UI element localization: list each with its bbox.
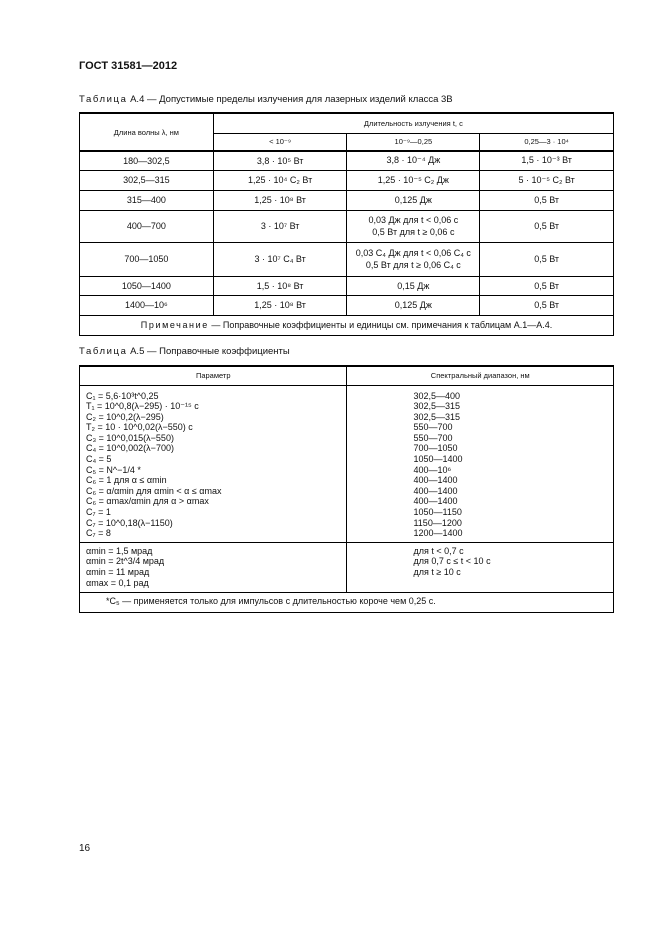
header-subcol: < 10⁻⁹ — [213, 133, 347, 151]
list-item: αmax = 0,1 рад — [86, 577, 149, 588]
cell-line: 0,03 C₄ Дж для t < 0,06 C₄ с — [355, 248, 471, 258]
alpha-range-list — [347, 542, 614, 592]
cell: 0,125 Дж — [347, 295, 480, 315]
cell-line: 0,03 Дж для t < 0,06 с — [368, 215, 459, 225]
list-item: C₇ = 1 — [86, 507, 111, 518]
list-item: C₆ = 1 для α ≤ αmin — [86, 475, 167, 486]
table-row — [80, 295, 614, 315]
list-item: T₁ = 10^0,8(λ−295) · 10⁻¹⁵ с — [86, 401, 199, 412]
cell: 0,5 Вт — [480, 210, 614, 242]
list-item: C₆ = α/αmin для αmin < α ≤ αmax — [86, 485, 222, 496]
table-row — [80, 276, 614, 295]
range-list — [347, 385, 614, 542]
document-code: ГОСТ 31581—2012 — [79, 60, 178, 72]
list-item: C₅ = N^−1/4 * — [86, 464, 141, 475]
list-item: 400—1400 — [413, 496, 458, 507]
list-item: C₂ = 10^0,2(λ−295) — [86, 411, 164, 422]
cell: 1400—10⁶ — [80, 295, 214, 315]
list-item: 1150—1200 — [413, 517, 462, 528]
list-item: C₄ = 5 — [86, 454, 112, 465]
table-row — [80, 210, 614, 242]
caption-label: Таблица — [79, 346, 128, 357]
list-item: 400—10⁶ — [413, 464, 452, 475]
list-item: для 0,7 с ≤ t < 10 с — [413, 556, 491, 567]
cell: 3 · 10⁷ Вт — [213, 210, 347, 242]
cell: 1,25 · 10⁸ Вт — [213, 295, 347, 315]
table-note-row — [80, 315, 614, 335]
parameter-list — [80, 385, 347, 542]
cell: 0,5 Вт — [480, 190, 614, 210]
cell: 0,15 Дж — [347, 276, 480, 295]
header-wavelength: Длина волны λ, нм — [80, 113, 214, 151]
cell-line: 0,5 Вт для t ≥ 0,06 C₄ с — [365, 260, 461, 270]
table-a4-caption — [79, 94, 453, 105]
cell: 1,25 · 10⁸ Вт — [213, 190, 347, 210]
table-a5 — [79, 365, 614, 613]
cell: 700—1050 — [80, 242, 214, 276]
table-note — [80, 315, 614, 335]
cell-line: 0,5 Вт для t ≥ 0,06 с — [372, 227, 455, 237]
cell: 3 · 10⁷ C₄ Вт — [213, 242, 347, 276]
list-item: αmin = 1,5 мрад — [86, 545, 153, 556]
cell: 5 · 10⁻⁵ C₂ Вт — [480, 170, 614, 190]
cell: 0,5 Вт — [480, 295, 614, 315]
list-item: C₄ = 10^0,002(λ−700) — [86, 443, 174, 454]
table-row — [80, 242, 614, 276]
cell: 0,5 Вт — [480, 276, 614, 295]
alpha-parameter-list — [80, 542, 347, 592]
cell: 1050—1400 — [80, 276, 214, 295]
list-item: αmin = 11 мрад — [86, 567, 150, 577]
cell: 1,5 · 10⁸ Вт — [213, 276, 347, 295]
table-a5-caption — [79, 346, 290, 357]
cell: 315—400 — [80, 190, 214, 210]
page-number: 16 — [79, 843, 91, 854]
list-item: 302,5—400 — [413, 390, 461, 401]
list-item: 1050—1150 — [413, 507, 462, 518]
table-row — [80, 151, 614, 170]
list-item: для t < 0,7 с — [413, 545, 464, 556]
list-item: C₃ = 10^0,015(λ−550) — [86, 432, 174, 443]
list-item: 400—1400 — [413, 475, 458, 486]
caption-text: А.5 — Поправочные коэффициенты — [130, 346, 290, 357]
list-item: 550—700 — [413, 432, 453, 443]
list-item — [413, 578, 607, 589]
cell: 180—302,5 — [80, 151, 214, 170]
header-duration: Длительность излучения t, с — [213, 113, 613, 133]
caption-label: Таблица — [79, 94, 128, 105]
header-subcol: 0,25—3 · 10⁴ — [480, 133, 614, 151]
cell — [347, 210, 480, 242]
list-item: для t ≥ 10 с — [413, 567, 461, 577]
cell: 1,25 · 10⁻⁵ C₂ Дж — [347, 170, 480, 190]
list-item: 1200—1400 — [413, 528, 463, 539]
list-item: C₇ = 8 — [86, 528, 111, 539]
table-footnote: *C₅ — применяется только для импульсов с длительностью короче чем 0,25 с. — [80, 593, 614, 613]
header-subcol: 10⁻⁹—0,25 — [347, 133, 480, 151]
list-item: C₆ = αmax/αmin для α > αmax — [86, 496, 209, 507]
cell: 0,5 Вт — [480, 242, 614, 276]
cell: 302,5—315 — [80, 170, 214, 190]
list-item: C₁ = 5,6·10³t^0,25 — [86, 390, 159, 401]
list-item: 302,5—315 — [413, 411, 461, 422]
cell — [347, 242, 480, 276]
cell: 400—700 — [80, 210, 214, 242]
table-a4 — [79, 112, 614, 336]
cell: 1,25 · 10⁴ C₂ Вт — [213, 170, 347, 190]
list-item: 550—700 — [413, 422, 453, 433]
header-spectral-range: Спектральный диапазон, нм — [347, 366, 614, 385]
table-row — [80, 190, 614, 210]
note-label: Примечание — [140, 320, 209, 330]
note-text: — Поправочные коэффициенты и единицы см. примечания к таблицам А.1—А.4. — [211, 320, 553, 330]
list-item: C₇ = 10^0,18(λ−1150) — [86, 517, 173, 528]
list-item: αmin = 2t^3/4 мрад — [86, 556, 165, 567]
cell: 1,5 · 10⁻³ Вт — [480, 151, 614, 170]
list-item: 400—1400 — [413, 485, 458, 496]
list-item: 302,5—315 — [413, 401, 461, 412]
cell: 3,8 · 10⁻⁴ Дж — [347, 151, 480, 170]
cell: 0,125 Дж — [347, 190, 480, 210]
table-row — [80, 170, 614, 190]
list-item: T₂ = 10 · 10^0,02(λ−550) с — [86, 422, 193, 433]
caption-text: А.4 — Допустимые пределы излучения для лазерных изделий класса 3В — [130, 94, 453, 105]
list-item: 1050—1400 — [413, 454, 463, 465]
header-parameter: Параметр — [80, 366, 347, 385]
cell: 3,8 · 10⁵ Вт — [213, 151, 347, 170]
list-item: 700—1050 — [413, 443, 458, 454]
